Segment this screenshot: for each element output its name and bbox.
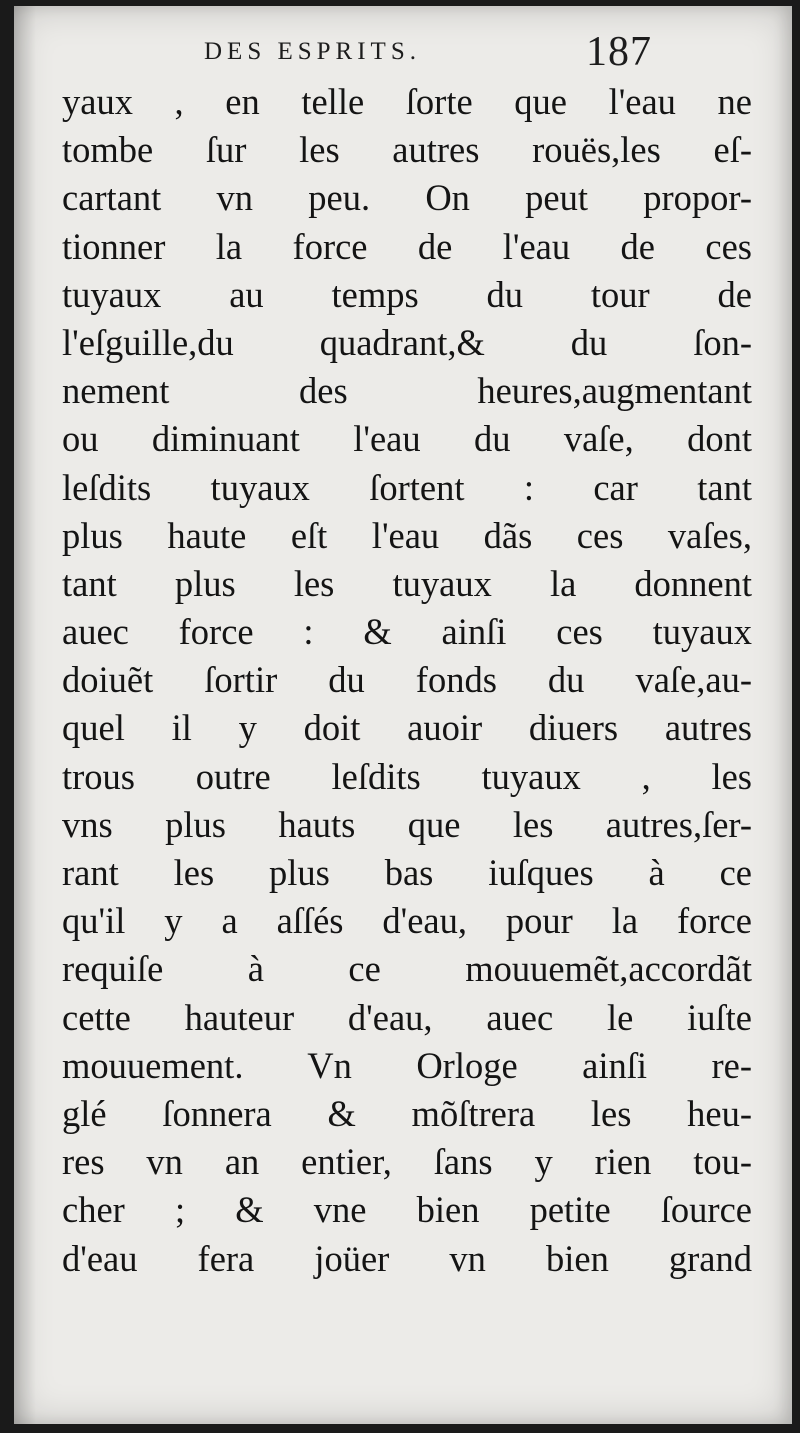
text-line: ou diminuant l'eau du vaſe, dont	[62, 418, 752, 460]
text-line: cette hauteur d'eau, auec le iuſte	[62, 996, 752, 1038]
text-line: vns plus hauts que les autres,ſer-	[62, 803, 752, 845]
text-line: l'eſguille,du quadrant,& du ſon-	[62, 321, 752, 363]
page-gutter-shadow	[14, 6, 36, 1424]
text-line: tionner la force de l'eau de ces	[62, 225, 752, 267]
text-line: quel il y doit auoir diuers autres	[62, 707, 752, 749]
body-text	[62, 78, 752, 1283]
text-line: cartant vn peu. On peut propor-	[62, 177, 752, 219]
text-line: plus haute eſt l'eau dãs ces vaſes,	[62, 514, 752, 556]
text-line: d'eau fera joüer vn bien grand	[62, 1237, 752, 1279]
text-line: requiſe à ce mouuemẽt,accordãt	[62, 948, 752, 990]
text-line: doiuẽt ſortir du fonds du vaſe,au-	[62, 659, 752, 701]
text-line: mouuement. Vn Orloge ainſi re-	[62, 1044, 752, 1086]
text-line: res vn an entier, ſans y rien tou-	[62, 1141, 752, 1183]
text-line: trous outre leſdits tuyaux , les	[62, 755, 752, 797]
text-line: yaux , en telle ſorte que l'eau ne	[62, 81, 752, 122]
text-line: cher ; & vne bien petite ſource	[62, 1189, 752, 1231]
text-line: nement des heures,augmentant	[62, 370, 752, 412]
text-line: leſdits tuyaux ſortent : car tant	[62, 466, 752, 508]
book-page	[14, 6, 792, 1424]
text-line: glé ſonnera & mõſtrera les heu-	[62, 1092, 752, 1134]
text-line: tombe ſur les autres rouës,les eſ-	[62, 129, 752, 171]
text-line: tant plus les tuyaux la donnent	[62, 562, 752, 604]
text-line: qu'il y a aſſés d'eau, pour la force	[62, 900, 752, 942]
text-line: tuyaux au temps du tour de	[62, 273, 752, 315]
running-head: DES ESPRITS.	[204, 38, 421, 65]
text-line: rant les plus bas iuſques à ce	[62, 852, 752, 893]
page-number: 187	[586, 29, 652, 75]
text-line: auec force : & ainſi ces tuyaux	[62, 611, 752, 653]
